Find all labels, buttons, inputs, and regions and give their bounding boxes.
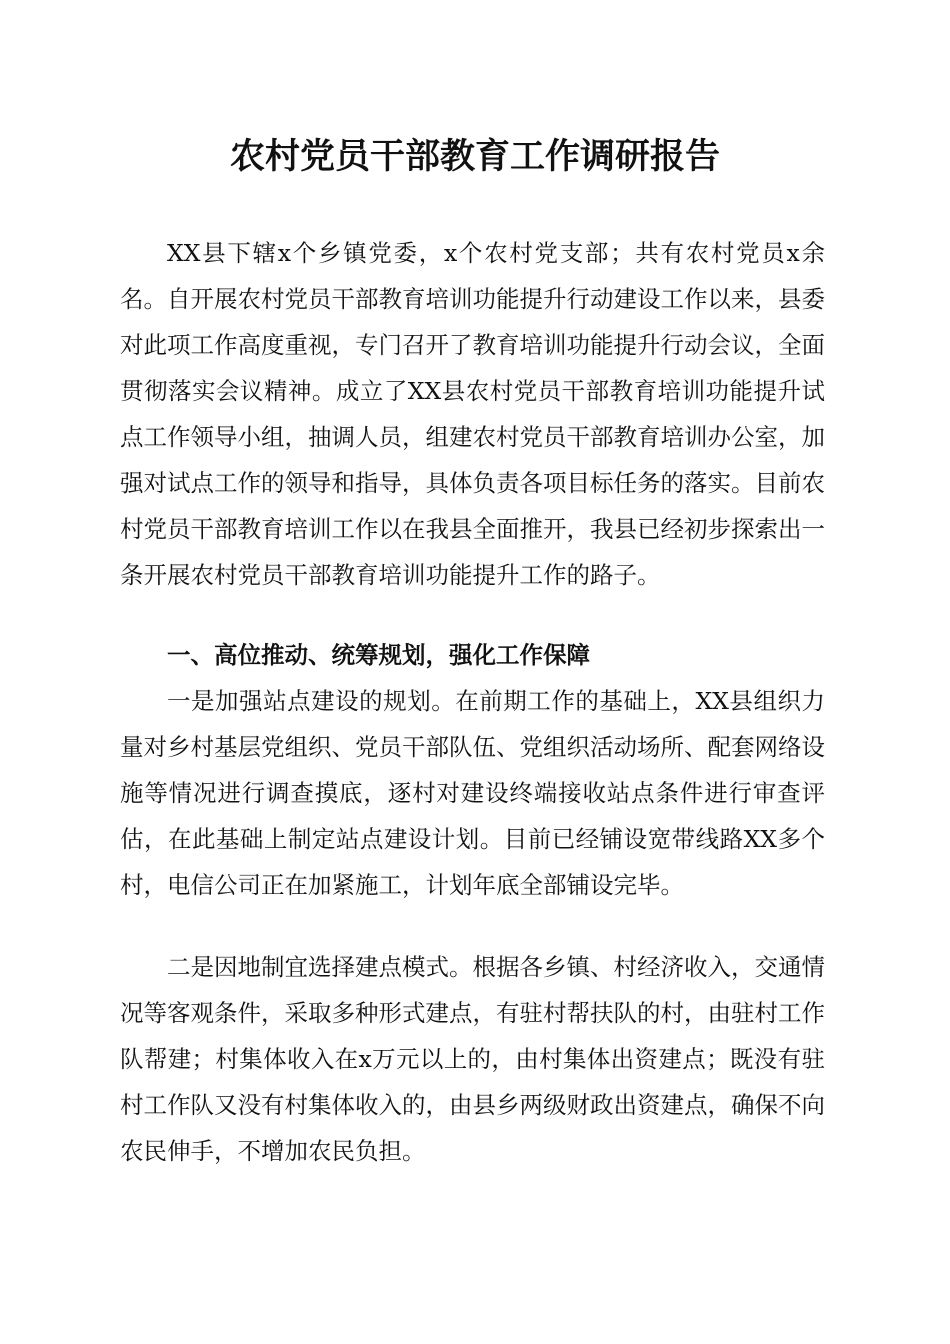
- intro-paragraph: XX县下辖x个乡镇党委，x个农村党支部；共有农村党员x余名。自开展农村党员干部教育培训功能提升行动建设工作以来，县委对此项工作高度重视，专门召开了教育培训功能提升行动会议，全面贯彻落实会议精神。成立了XX县农村党员干部教育培训功能提升试点工作领导小组，抽调人员，组建农村党员干部教育培训办公室，加强对试点工作的领导和指导，具体负责各项目标任务的落实。目前农村党员干部教育培训工作以在我县全面推开，我县已经初步探索出一条开展农村党员干部教育培训功能提升工作的路子。: [120, 239, 825, 589]
- section-heading: 一、高位推动、统筹规划，强化工作保障: [167, 641, 590, 669]
- document-title: 农村党员干部教育工作调研报告: [229, 136, 720, 177]
- paragraph-station-planning: 一是加强站点建设的规划。在前期工作的基础上，XX县组织力量对乡村基层党组织、党员干部队伍、党组织活动场所、配套网络设施等情况进行调查摸底，逐村对建设终端接收站点条件进行审查评估，在此基础上制定站点建设计划。目前已经铺设宽带线路XX多个村，电信公司正在加紧施工，计划年底全部铺设完毕。: [120, 687, 825, 899]
- paragraph-site-mode: 二是因地制宜选择建点模式。根据各乡镇、村经济收入，交通情况等客观条件，采取多种形式建点，有驻村帮扶队的村，由驻村工作队帮建；村集体收入在x万元以上的，由村集体出资建点；既没有驻村工作队又没有村集体收入的，由县乡两级财政出资建点，确保不向农民伸手，不增加农民负担。: [120, 953, 825, 1165]
